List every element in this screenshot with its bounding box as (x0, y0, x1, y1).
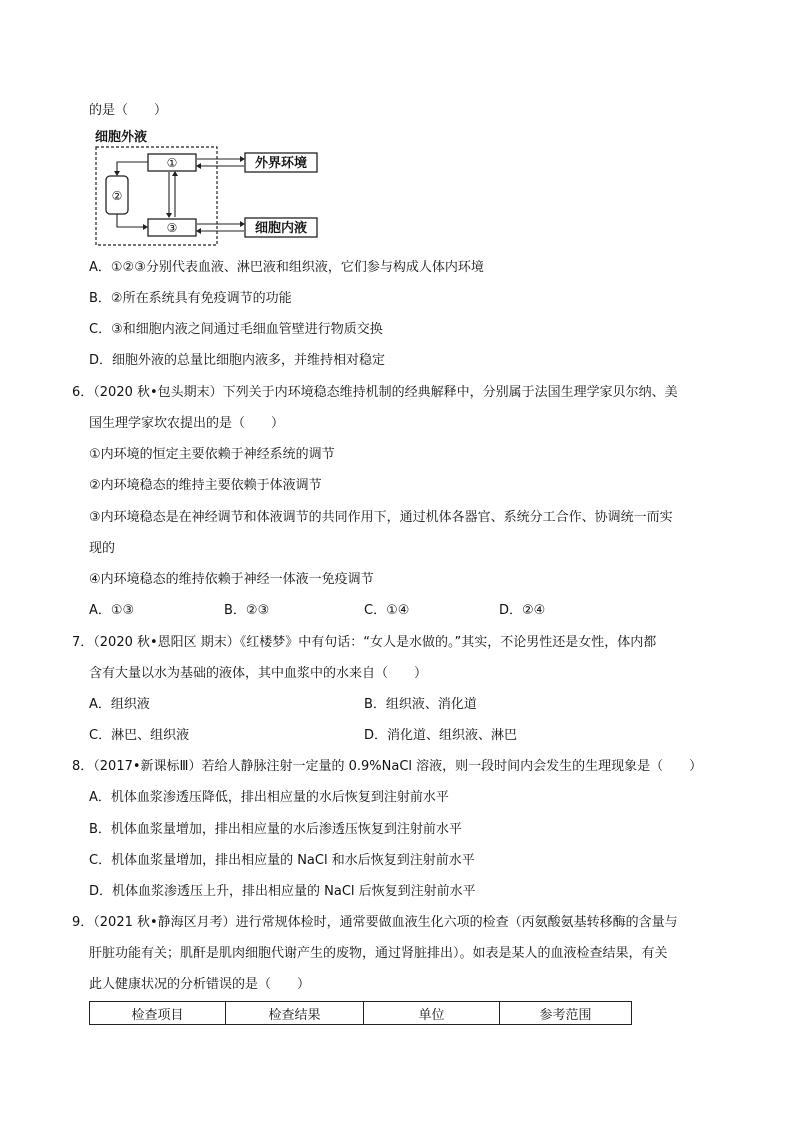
table-header-unit: 单位 (364, 1002, 500, 1025)
body-fluid-diagram (93, 126, 323, 248)
external-environment-label: 外界环境 (254, 156, 308, 171)
q9-stem-line-1: 9．（2021 秋•静海区月考）进行常规体检时，通常要做血液生化六项的检查（丙氨酸氨基转移酶的含量与 (72, 915, 678, 930)
arrowhead-up (172, 171, 178, 176)
q5-stem-tail: 的是（ ） (89, 103, 168, 118)
intracellular-fluid-label: 细胞内液 (254, 221, 308, 236)
q7-option-c: C．淋巴、组织液 (89, 728, 190, 743)
arrowhead-into-ext (240, 156, 245, 162)
arrowhead-into-intra (240, 221, 245, 227)
q5-option-b: B．②所在系统具有免疫调节的功能 (89, 291, 292, 306)
q6-option-c: C．①④ (364, 603, 410, 618)
q6-statement-3: ③内环境稳态是在神经调节和体液调节的共同作用下，通过机体各器官、系统分工合作、协调统一而实 (89, 510, 673, 525)
diagram-box-1-label: ① (166, 156, 178, 170)
q6-option-b: B．②③ (224, 603, 270, 618)
q9-stem-line-2: 肝脏功能有关；肌酐是肌肉细胞代谢产生的废物，通过肾脏排出）。如表是某人的血液检查结果，有关 (89, 946, 668, 961)
diagram-box-3-label: ③ (166, 221, 178, 235)
table-header-row (90, 1002, 632, 1025)
q6-statement-2: ②内环境稳态的维持主要依赖于体液调节 (89, 478, 322, 493)
q7-stem-line-1: 7．（2020 秋•恩阳区 期末）《红楼梦》中有句话：“女人是水做的。”其实，不论男性还是女性，体内都 (72, 635, 657, 650)
q8-option-c: C．机体血浆量增加，排出相应量的 NaCl 和水后恢复到注射前水平 (89, 853, 475, 868)
q7-stem-line-2: 含有大量以水为基础的液体，其中血浆中的水来自（ ） (89, 666, 428, 681)
diagram-title: 细胞外液 (95, 130, 148, 145)
arrowhead-into-3-from-intra (196, 228, 201, 234)
q8-option-a: A．机体血浆渗透压降低，排出相应量的水后恢复到注射前水平 (89, 790, 449, 805)
q5-option-c: C．③和细胞内液之间通过毛细血管壁进行物质交换 (89, 322, 383, 337)
q6-option-a: A．①③ (89, 603, 135, 618)
arrowhead-into-1 (196, 163, 201, 169)
q7-option-d: D．消化道、组织液、淋巴 (364, 728, 518, 743)
q6-statement-1: ①内环境的恒定主要依赖于神经系统的调节 (89, 447, 335, 462)
q5-option-a: A．①②③分别代表血液、淋巴液和组织液，它们参与构成人体内环境 (89, 260, 484, 275)
q6-option-d: D．②④ (499, 603, 546, 618)
diagram-box-2-label: ② (111, 189, 123, 203)
arrowhead-into-3 (143, 224, 148, 230)
q8-stem: 8．（2017•新课标Ⅲ）若给人静脉注射一定量的 0.9%NaCl 溶液，则一段时间内会发生的生理现象是（ ） (72, 759, 703, 774)
q7-option-b: B．组织液、消化道 (364, 697, 477, 712)
q8-option-b: B．机体血浆量增加，排出相应量的水后渗透压恢复到注射前水平 (89, 822, 462, 837)
q7-option-a: A．组织液 (89, 697, 150, 712)
q6-statement-4: ④内环境稳态的维持依赖于神经一体液一免疫调节 (89, 572, 374, 587)
q6-statement-3-cont: 现的 (89, 541, 116, 556)
arrow-1-to-2 (117, 162, 148, 175)
q6-stem-line-2: 国生理学家坎农提出的是（ ） (89, 416, 285, 431)
table-header-result: 检查结果 (226, 1002, 364, 1025)
q5-option-d: D．细胞外液的总量比细胞内液多，并维持相对稳定 (89, 353, 386, 368)
q8-option-d: D．机体血浆渗透压上升，排出相应量的 NaCl 后恢复到注射前水平 (89, 884, 476, 899)
q9-stem-line-3: 此人健康状况的分析错误的是（ ） (89, 977, 311, 992)
table-header-range: 参考范围 (500, 1002, 632, 1025)
q6-stem-line-1: 6．（2020 秋•包头期末）下列关于内环境稳态维持机制的经典解释中，分别属于法国生理学家贝尔纳、美 (72, 385, 678, 400)
arrow-2-to-3 (117, 214, 147, 227)
blood-test-table (89, 1001, 632, 1025)
arrowhead-into-2 (114, 171, 120, 176)
table-header-item: 检查项目 (90, 1002, 226, 1025)
arrowhead-down (166, 213, 172, 218)
